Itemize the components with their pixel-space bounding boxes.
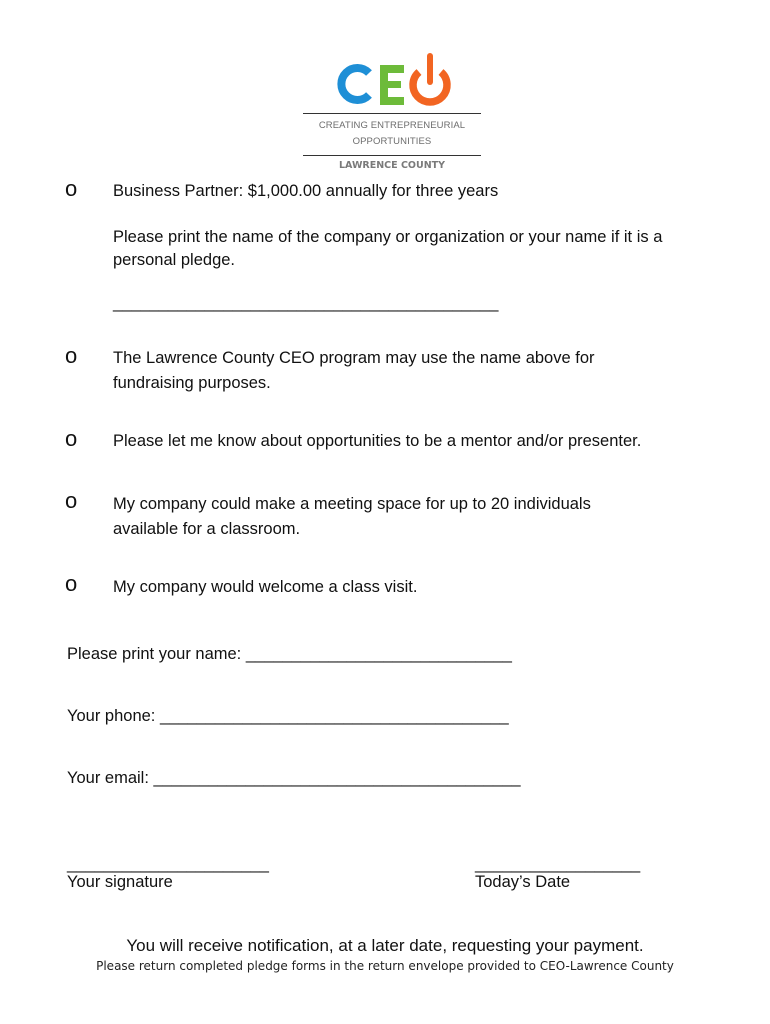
option-label: The Lawrence County CEO program may use the name above for fundraising purposes. <box>113 349 595 392</box>
email-field[interactable]: Your email: ________________________________________ <box>67 769 521 787</box>
date-label: Today’s Date <box>475 873 571 891</box>
checkbox-bullet[interactable]: o <box>65 488 78 513</box>
payment-notice: You will receive notification, at a later date, requesting your payment. <box>126 936 644 955</box>
logo-tagline-line1: CREATING ENTREPRENEURIAL <box>318 120 466 131</box>
name-field[interactable]: Please print your name: _____________________________ <box>67 645 512 663</box>
phone-field[interactable]: Your phone: ______________________________________ <box>67 707 509 725</box>
checkbox-bullet[interactable]: o <box>65 571 78 596</box>
checkbox-bullet[interactable]: o <box>65 426 78 451</box>
ceo-logo-wordmark <box>336 52 456 110</box>
logo-letter-c <box>341 68 369 100</box>
date-line[interactable]: __________________ <box>475 855 641 873</box>
organization-name-blank[interactable]: __________________________________________ <box>113 294 499 312</box>
signature-label: Your signature <box>67 873 173 891</box>
logo-letter-e <box>380 65 404 105</box>
return-instructions: Please return completed pledge forms in the return envelope provided to CEO-Lawrence County <box>96 959 674 973</box>
checkbox-bullet[interactable]: o <box>65 176 78 201</box>
option-label: My company would welcome a class visit. <box>113 578 418 596</box>
power-icon <box>413 56 447 102</box>
signature-line[interactable]: ______________________ <box>67 855 269 873</box>
option-label: Please let me know about opportunities to be a mentor and/or presenter. <box>113 432 642 450</box>
option-label: My company could make a meeting space for up to 20 individuals available for a classroom. <box>113 495 591 538</box>
logo-top-rule <box>303 113 481 114</box>
logo-county-name: LAWRENCE COUNTY <box>338 160 446 171</box>
option-label: Business Partner: $1,000.00 annually for three years <box>113 182 499 200</box>
logo-tagline-line2: OPPORTUNITIES <box>352 136 432 147</box>
checkbox-bullet[interactable]: o <box>65 343 78 368</box>
logo-bottom-rule <box>303 155 481 156</box>
option-instructions: Please print the name of the company or organization or your name if it is a personal pledge. <box>113 228 663 269</box>
